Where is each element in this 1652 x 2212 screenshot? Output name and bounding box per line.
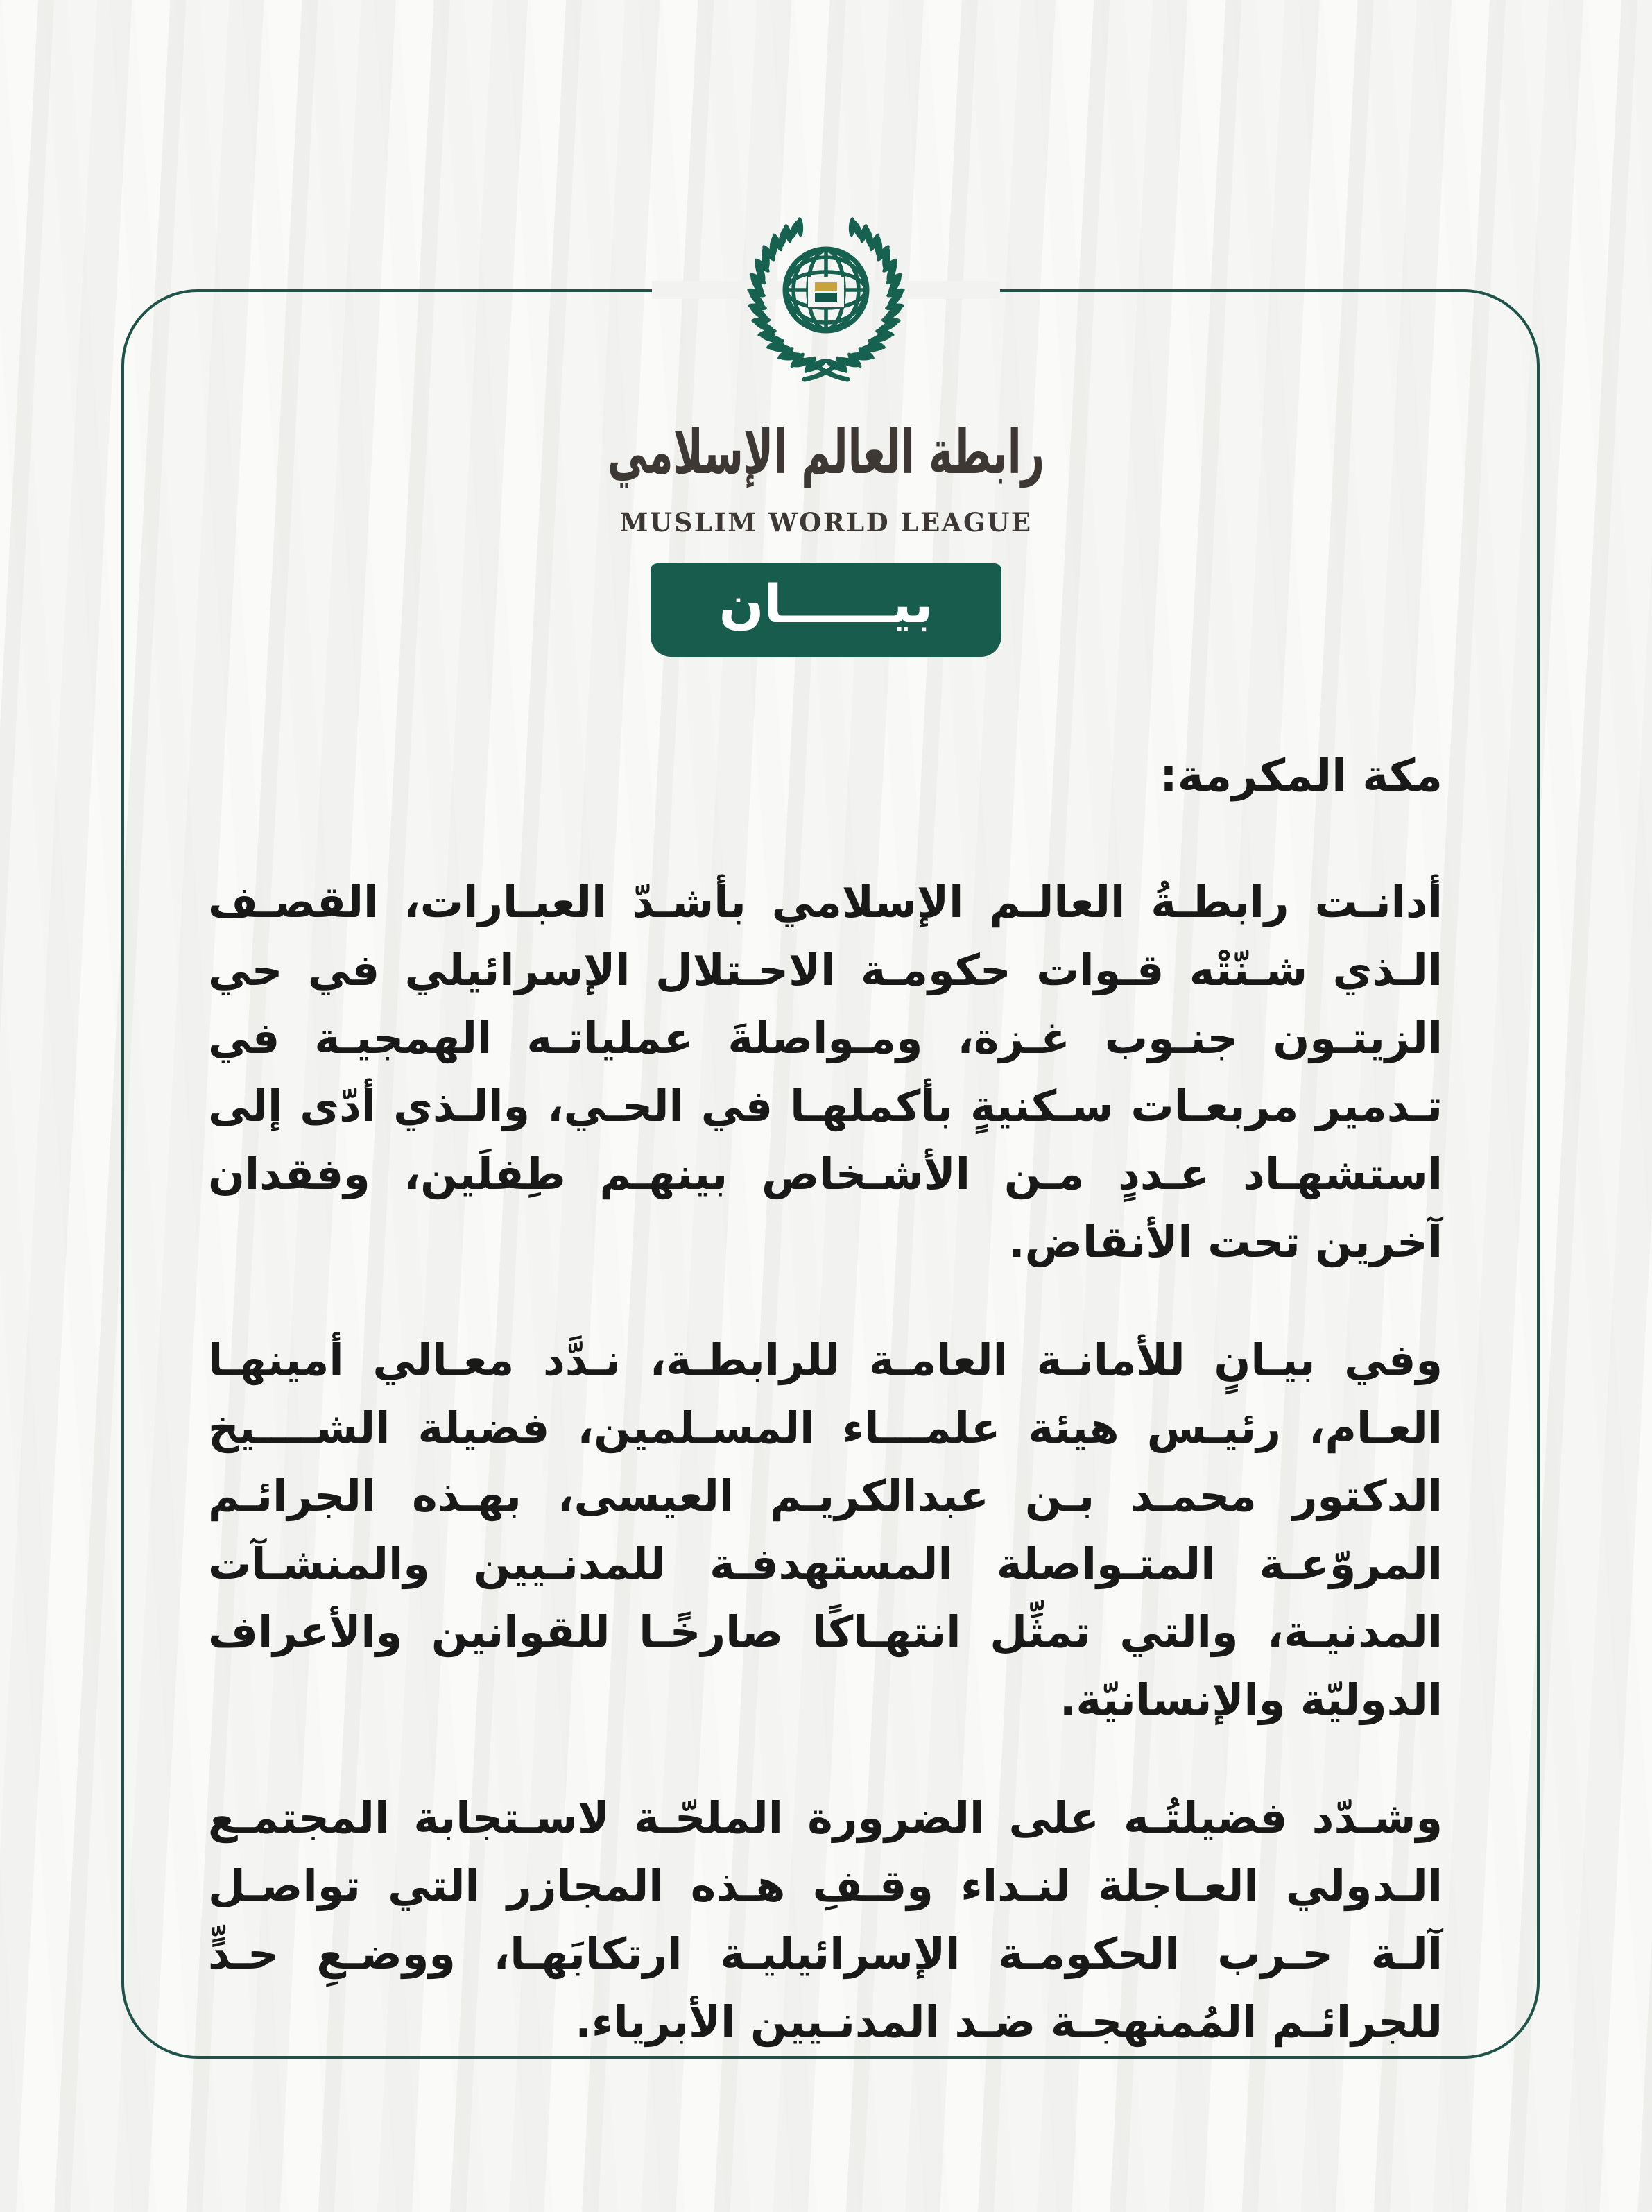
location-heading: مكة المكرمة: [1160,751,1443,802]
statement-body [208,868,1443,2056]
statement-paragraph: وفي بيـانٍ للأمانـة العامـة للرابطـة، نـدَّد معـالي أمينهـا العـام، رئيـس هيئة علمـــاء المسـلمين، فضيلة الشــــيخ الدكتور محمـد بـن عبدالكريـم العيسى، بهـذه الجرائـم المروّعـة المتـواصلة المستهدفـة للمدنـيين والمنشـآت المدنيـة، والتي تمثِّل انتهـاكًا صارخًـا للقوانين والأعراف الدوليّة والإنسانيّة. [208,1335,1443,1725]
statement-paragraph: وشـدّد فضيلتُـه على الضرورة الملحّـة لاسـتجابة المجتمـع الـدولي العـاجلة لنـداء وقـفِ هـذه المجازر التي تواصـل آلـة حـرب الحكومـة الإسرائيليـة ارتكابَهـا، ووضـعِ حـدٍّ للجرائـم المُمنهجـة ضـد المدنـيين الأبرياء. [208,1792,1443,2047]
statement-banner-label: بيــــــان [719,572,933,635]
mwl-emblem [725,207,927,388]
kaaba-gold-band [815,282,837,291]
statement-paragraph: أدانـت رابطـةُ العالـم الإسلامي بأشـدّ العبـارات، القصـف الـذي شـنّتْه قـوات حكومـة الاحـتلال الإسرائيلي في حي الزيتـون جنـوب غـزة، ومـواصلةَ عملياتـه الهمجيـة في تـدمير مربعـات سـكنيةٍ بأكملهـا في الحـي، والـذي أدّى إلى استشهـاد عـددٍ مـن الأشـخاص بينهـم طِفلَين، وفقدان آخرين تحت الأنقاض. [208,877,1443,1267]
org-name-arabic-calligraphy: رابطة العالم الإسلامي [607,416,1045,488]
statement-banner [651,563,1001,657]
globe-icon [785,249,867,331]
org-name-english: MUSLIM WORLD LEAGUE [619,507,1033,538]
mwl-emblem-svg [725,207,927,388]
kaaba-icon [815,293,837,302]
globe-patch [808,277,844,307]
